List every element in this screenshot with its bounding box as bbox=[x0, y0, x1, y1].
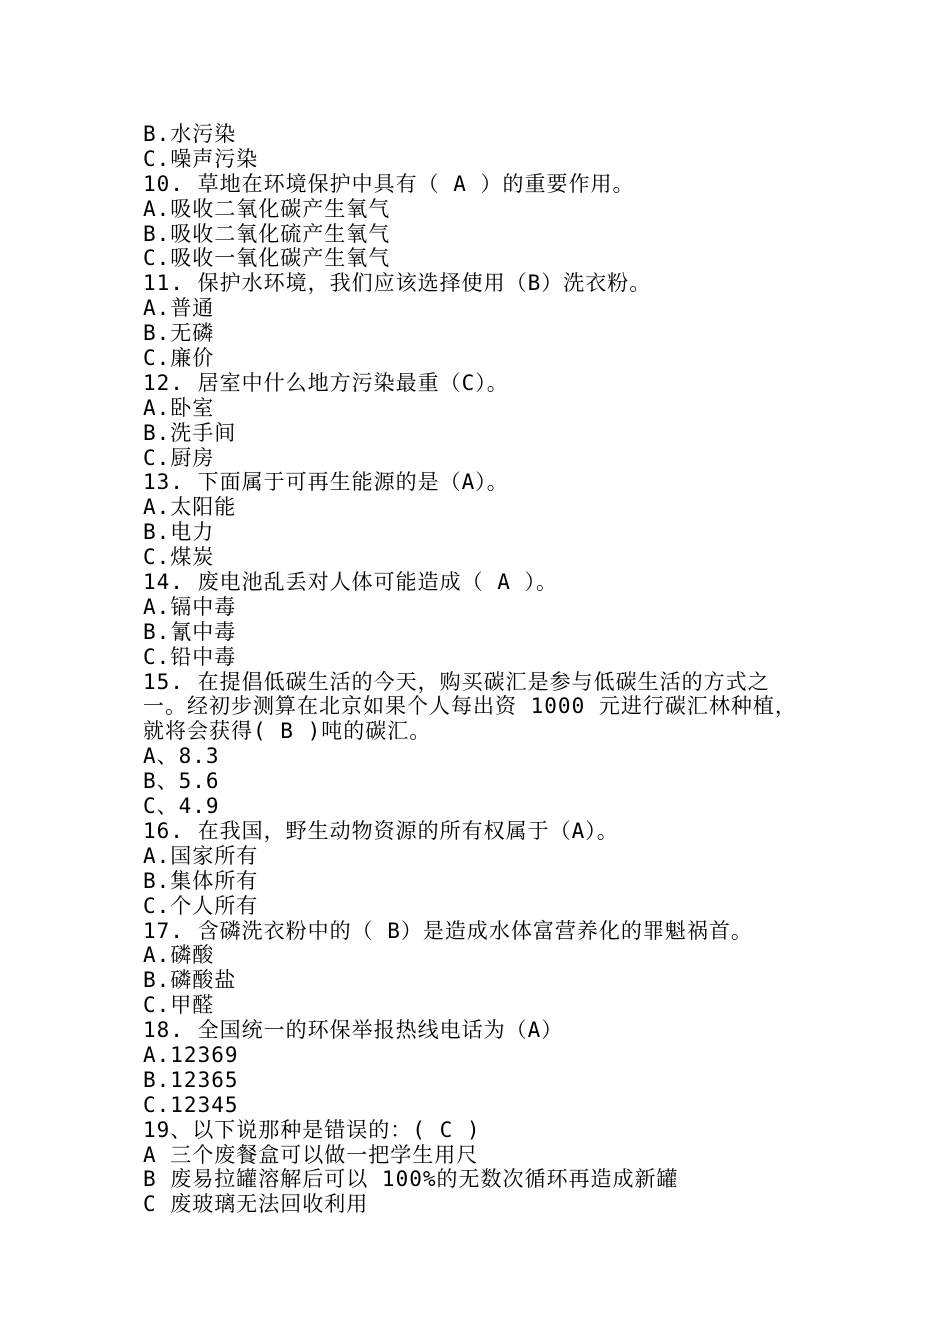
option-line: C.个人所有 bbox=[143, 893, 259, 918]
question-11: 11. 保护水环境，我们应该选择使用（B）洗衣粉。 bbox=[143, 271, 652, 296]
option-line: C.甲醛 bbox=[143, 993, 215, 1018]
question-10: 10. 草地在环境保护中具有（ A ）的重要作用。 bbox=[143, 171, 635, 196]
question-12: 12. 居室中什么地方污染最重（C）。 bbox=[143, 370, 509, 395]
option-line: A.国家所有 bbox=[143, 843, 259, 868]
option-line: C.廉价 bbox=[143, 346, 215, 371]
option-line: B.12365 bbox=[143, 1067, 239, 1092]
question-18: 18. 全国统一的环保举报热线电话为（A） bbox=[143, 1018, 564, 1043]
option-line: A.普通 bbox=[143, 296, 215, 321]
option-line: C.吸收一氧化碳产生氧气 bbox=[143, 246, 391, 271]
question-15-continued: 一。经初步测算在北京如果个人每出资 1000 元进行碳汇林种植， bbox=[143, 694, 797, 719]
option-line: C.煤炭 bbox=[143, 545, 215, 570]
option-line: C.厨房 bbox=[143, 445, 215, 470]
question-15-continued: 就将会获得( B )吨的碳汇。 bbox=[143, 719, 432, 744]
option-line: A.镉中毒 bbox=[143, 594, 237, 619]
option-line: B 废易拉罐溶解后可以 100%的无数次循环再造成新罐 bbox=[143, 1167, 679, 1192]
option-line: B.电力 bbox=[143, 520, 215, 545]
option-line: B、5.6 bbox=[143, 769, 220, 794]
option-line: B.吸收二氧化硫产生氧气 bbox=[143, 221, 391, 246]
option-line: B.无磷 bbox=[143, 321, 215, 346]
option-line: A.磷酸 bbox=[143, 943, 215, 968]
option-line: B.集体所有 bbox=[143, 868, 259, 893]
option-line: B.洗手间 bbox=[143, 420, 237, 445]
option-line: B.氰中毒 bbox=[143, 619, 237, 644]
question-19: 19、以下说那种是错误的：( C ) bbox=[143, 1117, 481, 1142]
option-line: C.12345 bbox=[143, 1092, 239, 1117]
option-line: C 废玻璃无法回收利用 bbox=[143, 1192, 369, 1217]
option-line: C.铅中毒 bbox=[143, 644, 237, 669]
question-15: 15. 在提倡低碳生活的今天，购买碳汇是参与低碳生活的方式之 bbox=[143, 669, 770, 694]
option-line: A.12369 bbox=[143, 1042, 239, 1067]
option-line: C、4.9 bbox=[143, 794, 220, 819]
text-line: C.噪声污染 bbox=[143, 146, 259, 171]
question-17: 17. 含磷洗衣粉中的（ B）是造成水体富营养化的罪魁祸首。 bbox=[143, 918, 753, 943]
option-line: A.太阳能 bbox=[143, 495, 237, 520]
question-13: 13. 下面属于可再生能源的是（A）。 bbox=[143, 470, 509, 495]
question-14: 14. 废电池乱丢对人体可能造成（ A ）。 bbox=[143, 570, 559, 595]
option-line: A.卧室 bbox=[143, 395, 215, 420]
text-line: B.水污染 bbox=[143, 122, 237, 146]
document-body bbox=[143, 122, 813, 1217]
option-line: B.磷酸盐 bbox=[143, 968, 237, 993]
option-line: A.吸收二氧化碳产生氧气 bbox=[143, 196, 391, 221]
option-line: A、8.3 bbox=[143, 744, 220, 769]
question-16: 16. 在我国，野生动物资源的所有权属于（A）。 bbox=[143, 818, 619, 843]
option-line: A 三个废餐盒可以做一把学生用尺 bbox=[143, 1142, 479, 1167]
